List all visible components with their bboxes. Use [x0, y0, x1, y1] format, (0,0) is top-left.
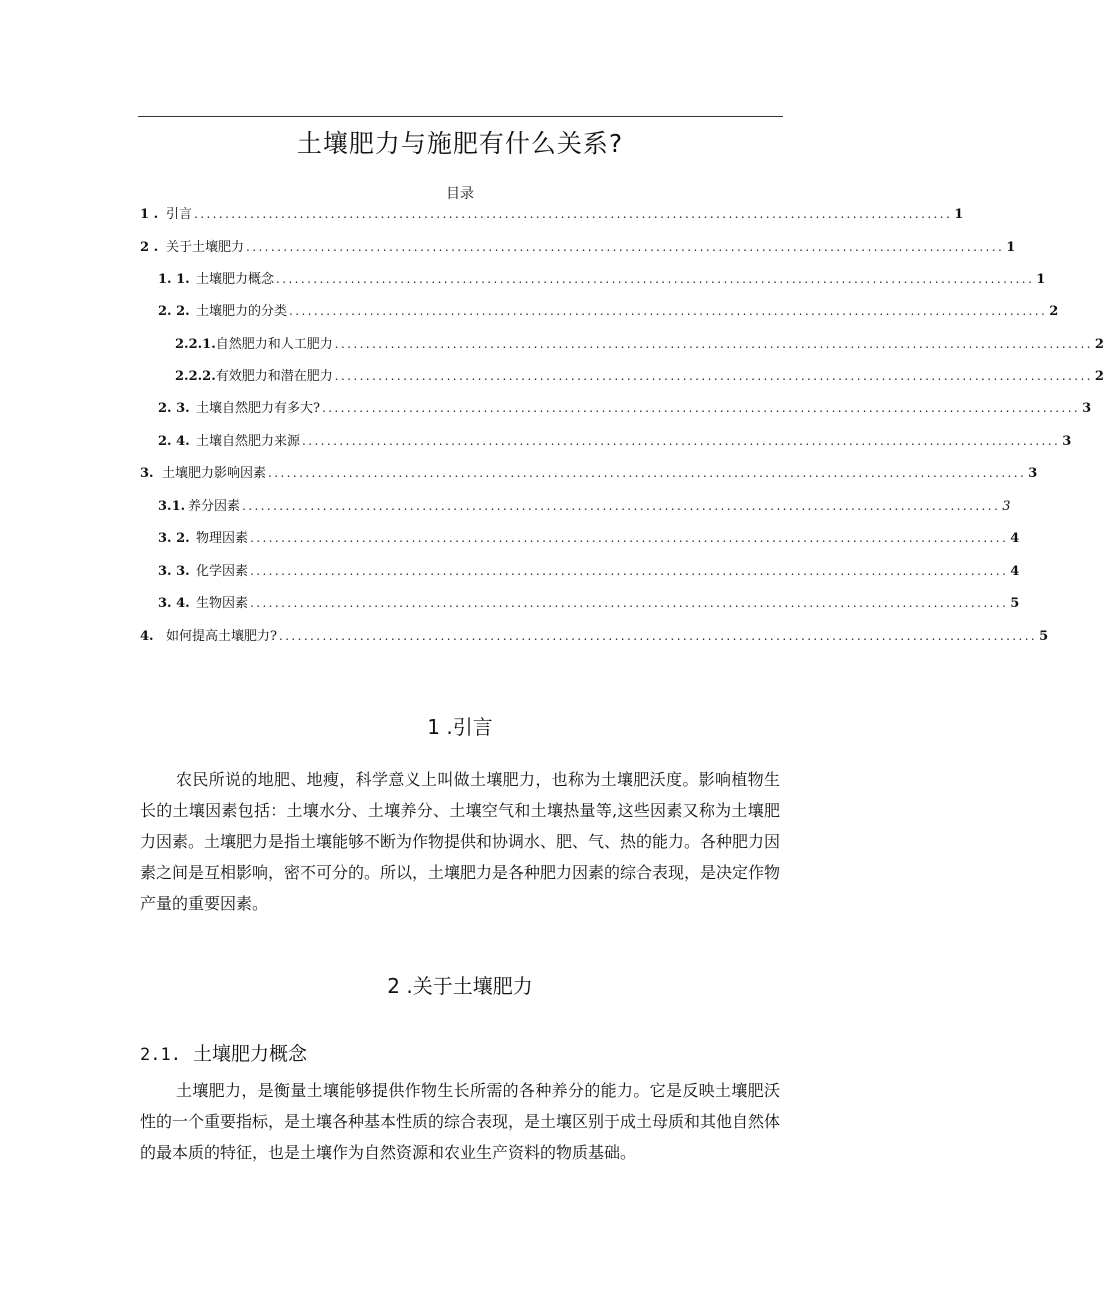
section-heading-about: 2 .关于土壤肥力	[387, 974, 533, 998]
toc-entry[interactable]	[175, 366, 1104, 386]
toc-entry-number: 1 .	[140, 207, 159, 222]
toc-entry-number: 1. 1.	[158, 272, 190, 287]
toc-entry[interactable]	[158, 301, 1059, 321]
toc-entry-page: 1	[1036, 272, 1046, 287]
toc-entry[interactable]	[140, 626, 1049, 646]
toc-entry[interactable]	[140, 237, 1016, 257]
toc-entry-number: 2. 3.	[158, 401, 190, 416]
toc-entry-number: 4.	[140, 629, 154, 644]
toc-entry-page: 2	[1094, 369, 1104, 384]
toc-entry[interactable]	[140, 463, 1038, 483]
toc-leader-dots: ..........................................................................................................................	[302, 434, 1061, 448]
toc-entry[interactable]	[175, 334, 1104, 354]
toc-entry[interactable]	[158, 398, 1092, 418]
toc-entry-number: 3. 2.	[158, 531, 190, 546]
toc-entry-page: 3	[1028, 466, 1038, 481]
toc-entry-title: 土壤自然肥力来源	[196, 434, 301, 449]
section-heading-intro: 1 .引言	[427, 715, 493, 739]
toc-entry[interactable]	[158, 561, 1020, 581]
intro-paragraph: 农民所说的地肥、地瘦，科学意义上叫做土壤肥力，也称为土壤肥沃度。影响植物生长的土壤因素包括：土壤水分、土壤养分、土壤空气和土壤热量等,这些因素又称为土壤肥力因素。土壤肥力是指土壤能够不断为作物提供和协调水、肥、气、热的能力。各种肥力因素之间是互相影响，密不可分的。所以，土壤肥力是各种肥力因素的综合表现，是决定作物产量的重要因素。	[140, 770, 781, 913]
toc-entry[interactable]	[158, 269, 1046, 289]
toc-entry-title: 有效肥力和潜在肥力	[215, 369, 333, 384]
toc-entry-page: 1	[1006, 240, 1016, 255]
toc-entry-number: 3.	[140, 466, 154, 481]
toc-entry-title: 物理因素	[196, 531, 249, 546]
toc-leader-dots: ..........................................................................................................................	[268, 466, 1027, 480]
toc-leader-dots: ..........................................................................................................................	[242, 499, 1001, 513]
toc-entry-page: 1	[954, 207, 964, 222]
toc-entry[interactable]	[140, 204, 964, 224]
toc-entry-number: 2.2.2.	[175, 369, 216, 384]
toc-leader-dots: ..........................................................................................................................	[250, 564, 1009, 578]
toc-entry-title: 自然肥力和人工肥力	[215, 337, 333, 352]
toc-entry-page: 2	[1049, 304, 1059, 319]
toc-entry-number: 2.2.1.	[175, 337, 216, 352]
toc-leader-dots: ..........................................................................................................................	[276, 272, 1035, 286]
toc-entry-page: 3	[1002, 499, 1011, 514]
toc-entry-number: 2 .	[140, 240, 159, 255]
toc-entry-number: 3. 4.	[158, 596, 190, 611]
toc-entry[interactable]	[158, 431, 1072, 451]
toc-entry-page: 3	[1062, 434, 1072, 449]
toc-entry-page: 5	[1010, 596, 1020, 611]
toc-entry-title: 土壤肥力影响因素	[162, 466, 267, 481]
toc-entry-title: 土壤自然肥力有多大?	[196, 401, 320, 416]
document-title: 土壤肥力与施肥有什么关系?	[296, 129, 624, 158]
toc-leader-dots: ..........................................................................................................................	[250, 596, 1009, 610]
toc-leader-dots: ..........................................................................................................................	[250, 531, 1009, 545]
toc-entry[interactable]	[158, 528, 1020, 548]
toc-leader-dots: ..........................................................................................................................	[278, 629, 1038, 643]
toc-entry-title: 引言	[166, 207, 193, 222]
toc-entry-number: 3. 3.	[158, 564, 190, 579]
toc-entry-number: 3.1.	[158, 499, 186, 514]
toc-leader-dots: ..........................................................................................................................	[246, 240, 1005, 254]
subsection-heading-concept	[140, 1040, 307, 1069]
toc-leader-dots: ..........................................................................................................................	[334, 337, 1093, 351]
toc-entry-title: 关于土壤肥力	[166, 240, 245, 255]
toc-leader-dots: ..........................................................................................................................	[194, 207, 953, 221]
toc-entry-number: 2. 4.	[158, 434, 190, 449]
toc-entry-number: 2. 2.	[158, 304, 190, 319]
toc-entry-title: 如何提高土壤肥力?	[166, 629, 277, 644]
toc-entry-title: 土壤肥力的分类	[196, 304, 288, 319]
toc-entry-title: 化学因素	[196, 564, 249, 579]
toc-leader-dots: ..........................................................................................................................	[321, 401, 1081, 415]
toc-entry-title: 生物因素	[196, 596, 249, 611]
toc-entry-title: 土壤肥力概念	[196, 272, 275, 287]
toc-entry[interactable]	[158, 496, 1011, 516]
toc-entry[interactable]	[158, 593, 1020, 613]
toc-leader-dots: ..........................................................................................................................	[334, 369, 1093, 383]
subsection-number: 2.1.	[140, 1045, 181, 1065]
toc-entry-page: 5	[1039, 629, 1049, 644]
toc-entry-page: 2	[1094, 337, 1104, 352]
toc-leader-dots: ..........................................................................................................................	[289, 304, 1048, 318]
concept-paragraph: 土壤肥力，是衡量土壤能够提供作物生长所需的各种养分的能力。它是反映土壤肥沃性的一个重要指标，是土壤各种基本性质的综合表现，是土壤区别于成土母质和其他自然体的最本质的特征，也是土壤作为自然资源和农业生产资料的物质基础。	[140, 1081, 781, 1162]
subsection-title: 土壤肥力概念	[193, 1043, 308, 1065]
toc-entry-page: 4	[1010, 564, 1020, 579]
toc-entry-page: 3	[1082, 401, 1092, 416]
toc-heading: 目录	[446, 186, 474, 202]
toc-entry-page: 4	[1010, 531, 1020, 546]
toc-entry-title: 养分因素	[188, 499, 241, 514]
